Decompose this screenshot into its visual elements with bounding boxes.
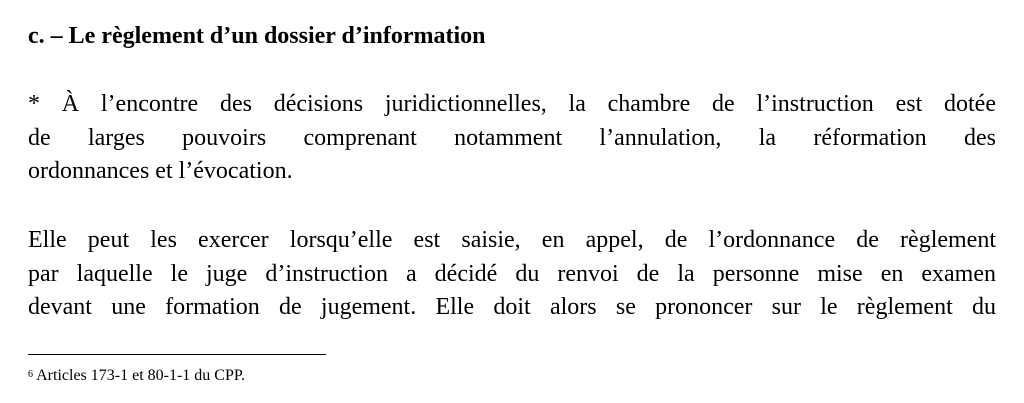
paragraph-appel-ordonnance [28, 224, 996, 325]
paragraph-line: Elle peut les exercer lorsqu’elle est saisie, en appel, de l’ordonnance de règlement [28, 227, 996, 253]
paragraph-line: devant une formation de jugement. Elle doit alors se prononcer sur le règlement du [28, 294, 996, 320]
paragraph-chambre-pouvoirs [28, 88, 996, 189]
paragraph-line: par laquelle le juge d’instruction a décidé du renvoi de la personne mise en examen [28, 260, 996, 287]
footnote [28, 366, 245, 386]
footnote-number: 6 [28, 369, 33, 380]
footnote-text: Articles 173-1 et 80-1-1 du CPP. [33, 367, 245, 384]
footnote-divider [28, 354, 326, 355]
paragraph-line: de larges pouvoirs comprenant notamment l’annulation, la réformation des [28, 124, 996, 151]
paragraph-line: * À l’encontre des décisions juridictionnelles, la chambre de l’instruction est dotée [28, 91, 996, 117]
paragraph-line: ordonnances et l’évocation. [28, 158, 293, 184]
section-heading: c. – Le règlement d’un dossier d’information [28, 23, 486, 49]
